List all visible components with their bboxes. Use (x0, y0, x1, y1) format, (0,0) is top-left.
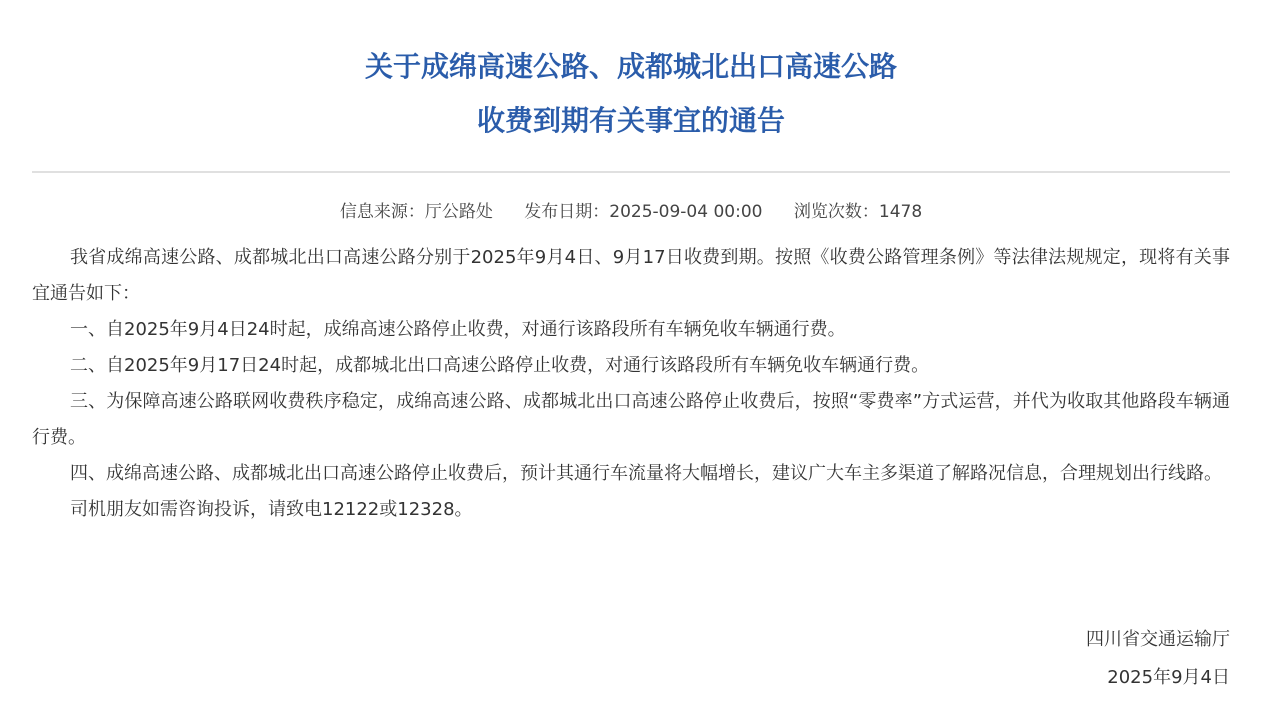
title-divider (32, 171, 1230, 173)
notice-title (32, 40, 1230, 148)
publish-date: 发布日期：2025-09-04 00:00 (524, 202, 763, 222)
paragraph-item-2: 二、自2025年9月17日24时起，成都城北出口高速公路停止收费，对通行该路段所有车辆免收车辆通行费。 (70, 355, 930, 376)
title-line-1: 关于成绵高速公路、成都城北出口高速公路 (364, 50, 897, 83)
view-count: 浏览次数：1478 (793, 202, 923, 222)
signature-date: 2025年9月4日 (1107, 667, 1230, 688)
paragraph-intro: 我省成绵高速公路、成都城北出口高速公路分别于2025年9月4日、9月17日收费到期。按照《收费公路管理条例》等法律法规规定，现将有关事宜通告如下： (32, 247, 1230, 304)
paragraph-item-4: 四、成绵高速公路、成都城北出口高速公路停止收费后，预计其通行车流量将大幅增长，建议广大车主多渠道了解路况信息，合理规划出行线路。 (70, 463, 1222, 484)
info-source: 信息来源：厅公路处 (339, 202, 493, 222)
notice-page (32, 0, 1230, 718)
paragraph-contact: 司机朋友如需咨询投诉，请致电12122或12328。 (70, 499, 473, 520)
signature-organization: 四川省交通运输厅 (1086, 629, 1230, 650)
notice-body (32, 240, 1230, 528)
meta-info (32, 198, 1230, 226)
paragraph-item-1: 一、自2025年9月4日24时起，成绵高速公路停止收费，对通行该路段所有车辆免收车辆通行费。 (70, 319, 846, 340)
title-line-2: 收费到期有关事宜的通告 (476, 104, 785, 137)
paragraph-item-3: 三、为保障高速公路联网收费秩序稳定，成绵高速公路、成都城北出口高速公路停止收费后，按照“零费率”方式运营，并代为收取其他路段车辆通行费。 (32, 391, 1230, 448)
